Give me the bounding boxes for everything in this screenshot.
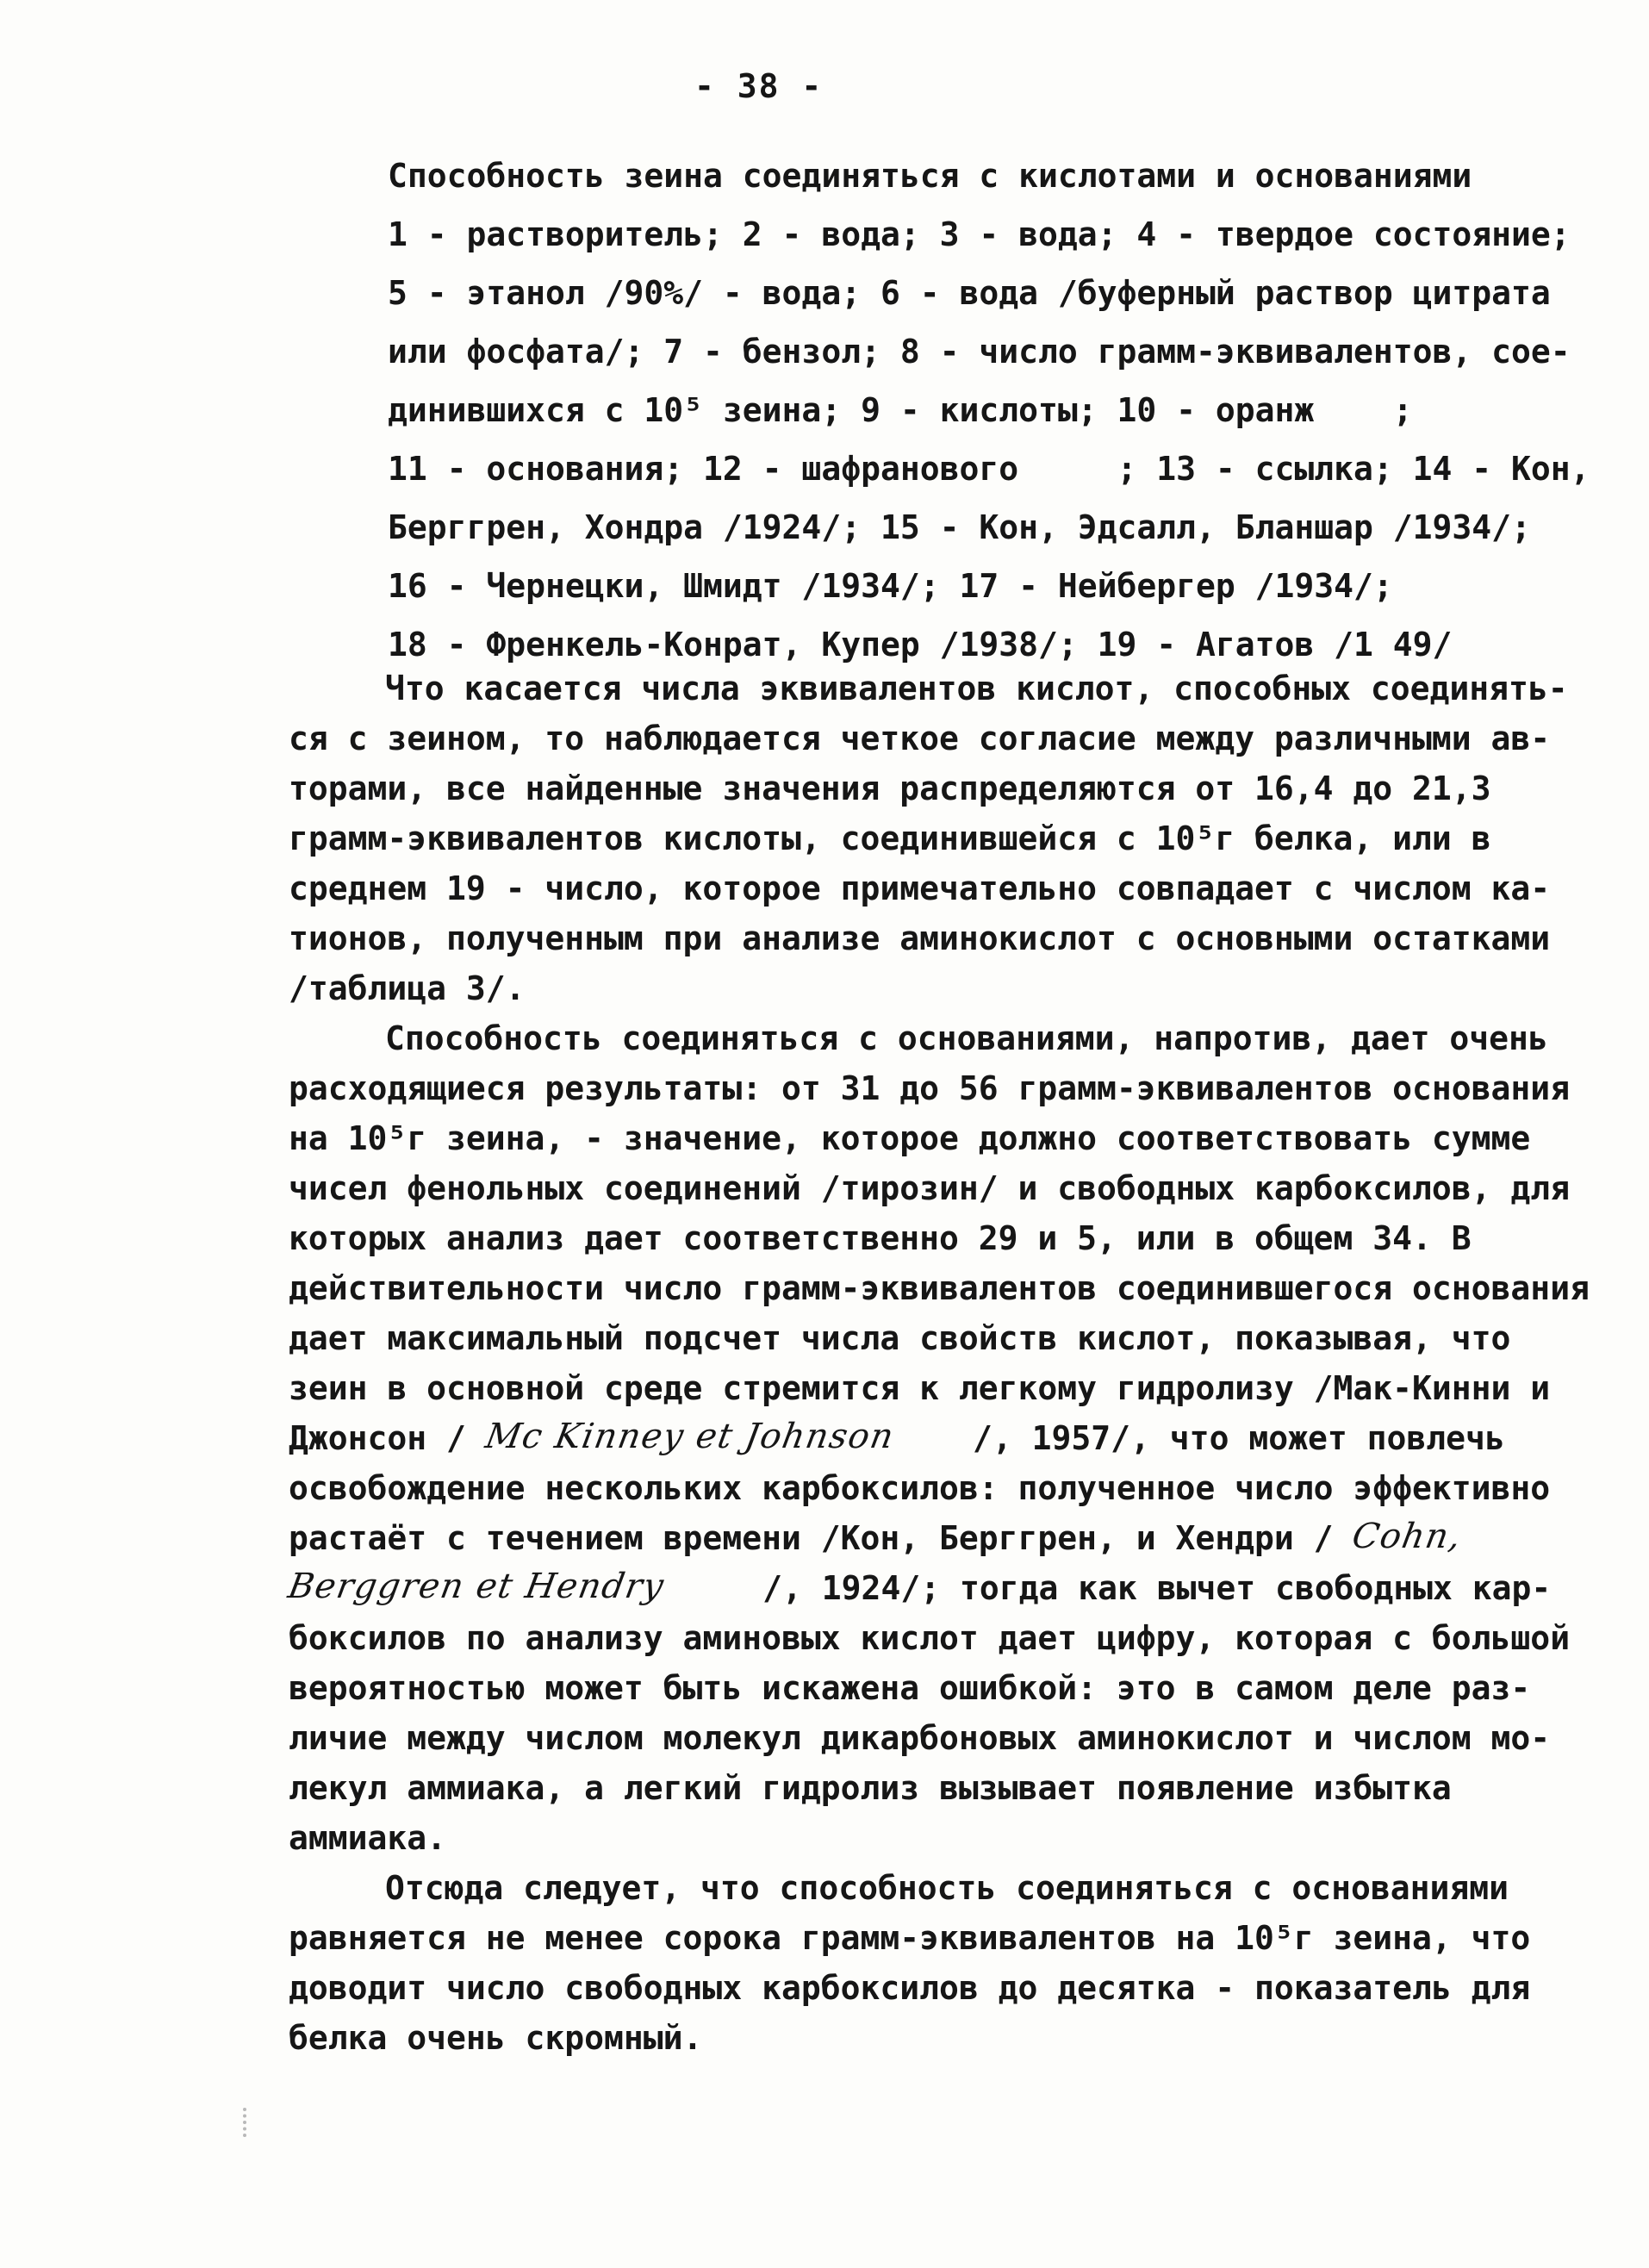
text-line: доводит число свободных карбоксилов до десятка - показатель для — [289, 1969, 1531, 2007]
text-line-mixed — [289, 1513, 1607, 1563]
text-line: дает максимальный подсчет числа свойств кислот, показывая, что — [289, 1319, 1511, 1357]
text-line: /таблица 3/. — [289, 969, 526, 1007]
caption-line: 16 - Чернецки, Шмидт /1934/; 17 - Нейбергер /1934/; — [388, 567, 1393, 605]
typed-text: /, 1957/, что может повлечь — [893, 1419, 1505, 1457]
text-line: ся с зеином, то наблюдается четкое согласие между различными ав- — [289, 720, 1551, 757]
text-line: среднем 19 - число, которое примечательно совпадает с числом ка- — [289, 869, 1551, 907]
caption-line: 18 - Френкель-Конрат, Купер /1938/; 19 - Агатов /1 49/ — [388, 626, 1453, 664]
text-line: которых анализ дает соответственно 29 и 5, или в общем 34. В — [289, 1219, 1472, 1257]
text-line: на 10⁵г зеина, - значение, которое должно соответствовать сумме — [289, 1119, 1531, 1157]
handwritten-citation: Berggren et Hendry — [284, 1567, 668, 1606]
paragraph-1 — [289, 664, 1607, 1013]
text-line: расходящиеся результаты: от 31 до 56 грамм-эквивалентов основания — [289, 1069, 1571, 1107]
text-line: боксилов по анализу аминовых кислот дает цифру, которая с большой — [289, 1619, 1571, 1657]
caption-line: 5 - этанол /90%/ - вода; 6 - вода /буферный раствор цитрата — [388, 274, 1551, 312]
typed-text: растаёт с течением времени /Кон, Берггрен, и Хендри / — [289, 1519, 1353, 1557]
handwritten-citation: Cohn, — [1349, 1517, 1465, 1556]
text-line: личие между числом молекул дикарбоновых аминокислот и числом мо- — [289, 1719, 1551, 1757]
text-line: освобождение нескольких карбоксилов: полученное число эффективно — [289, 1469, 1551, 1507]
text-line: зеин в основной среде стремится к легкому гидролизу /Мак-Кинни и — [289, 1369, 1551, 1407]
text-line: чисел фенольных соединений /тирозин/ и свободных карбоксилов, для — [289, 1169, 1571, 1207]
text-line: грамм-эквивалентов кислоты, соединившейся с 10⁵г белка, или в — [289, 819, 1491, 857]
paragraph-2 — [284, 1013, 1607, 1863]
text-line: лекул аммиака, а легкий гидролиз вызывает появление избытка — [289, 1769, 1452, 1807]
text-line: Способность соединяться с основаниями, напротив, дает очень — [385, 1019, 1548, 1057]
text-line: торами, все найденные значения распределяются от 16,4 до 21,3 — [289, 770, 1491, 807]
text-line: Что касается числа эквивалентов кислот, способных соединять- — [385, 670, 1568, 707]
caption-title: Способность зеина соединяться с кислотами и основаниями — [388, 157, 1472, 195]
caption-line: 11 - основания; 12 - шафранового ; 13 - ссылка; 14 - Кон, — [388, 450, 1590, 488]
typed-text: /, 1924/; тогда как вычет свободных кар- — [663, 1569, 1552, 1607]
caption-line: Берггрен, Хондра /1924/; 15 - Кон, Эдсалл, Бланшар /1934/; — [388, 508, 1531, 546]
text-line: вероятностью может быть искажена ошибкой: это в самом деле раз- — [289, 1669, 1531, 1707]
caption-line: динившихся с 10⁵ зеина; 9 - кислоты; 10 - оранж ; — [388, 391, 1413, 429]
handwritten-citation: Mc Kinney et Johnson — [482, 1417, 898, 1456]
typed-text: Джонсон / — [289, 1419, 486, 1457]
caption-line: 1 - растворитель; 2 - вода; 3 - вода; 4 - твердое состояние; — [388, 215, 1571, 253]
text-line: аммиака. — [289, 1819, 447, 1857]
text-line: тионов, полученным при анализе аминокислот с основными остатками — [289, 919, 1551, 957]
text-line: действительности число грамм-эквивалентов соединившегося основания — [289, 1269, 1590, 1307]
figure-caption — [388, 146, 1590, 674]
text-line-mixed — [289, 1413, 1607, 1463]
scan-artifact — [243, 2108, 246, 2137]
body-text — [284, 664, 1607, 2063]
page-number: - 38 - — [694, 67, 824, 105]
text-line: белка очень скромный. — [289, 2019, 703, 2057]
paragraph-3 — [289, 1863, 1607, 2063]
text-line: Отсюда следует, что способность соединяться с основаниями — [385, 1869, 1509, 1907]
caption-line: или фосфата/; 7 - бензол; 8 - число грамм-эквивалентов, сое- — [388, 333, 1571, 371]
text-line: равняется не менее сорока грамм-эквивалентов на 10⁵г зеина, что — [289, 1919, 1531, 1957]
text-line-mixed — [284, 1563, 1607, 1613]
